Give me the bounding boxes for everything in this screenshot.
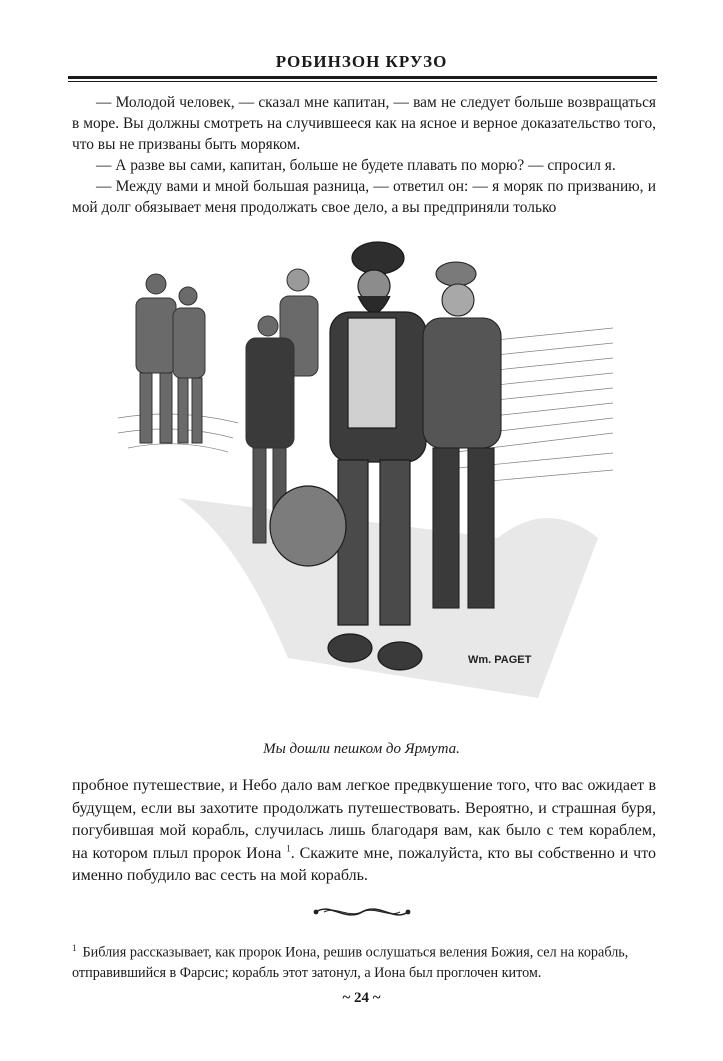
header-rule-thin: [68, 81, 657, 82]
paragraph: [72, 775, 656, 888]
running-head: РОБИНЗОН КРУЗО: [275, 52, 448, 71]
footnote-reference: 1: [286, 843, 291, 854]
ornament-divider: [310, 900, 414, 924]
text-block-top: [72, 92, 656, 218]
paragraph: — Между вами и мной большая разница, — ответил он: — я моряк по призванию, и мой долг обязывает меня продолжать свое дело, а вы предприняли только: [72, 178, 656, 216]
header-rule-thick: [68, 76, 657, 79]
paragraph: — Молодой человек, — сказал мне капитан, — вам не следует больше возвращаться в море. Вы должны смотреть на случившееся как на ясное и верное доказательство того, что вы не призваны быть моряком.: [72, 94, 656, 153]
footnote-marker: 1: [72, 943, 77, 953]
page-number: ~ 24 ~: [342, 990, 381, 1006]
footnote-text: Библия рассказывает, как пророк Иона, решив ослушаться веления Божия, сел на корабль, отправившийся в Фарсис; корабль этот затонул, а Иона был проглочен китом.: [72, 944, 629, 981]
text-run: пробное путешествие, и Небо дало вам легкое предвкушение того, что вас ожидает в будущем, если вы захотите продолжать путешествовать. Вероятно, и страшная буря, погубившая мой корабль, случилась лишь благодаря вам, как было с тем кораблем, на котором плыл пророк Иона: [72, 777, 656, 862]
engraving-illustration: [118, 238, 613, 698]
illustration-caption: Мы дошли пешком до Ярмута.: [263, 741, 460, 757]
text-run: . Скажите мне, пожалуйста, кто вы собственно и что именно побудило вас сесть на мой корабль.: [72, 844, 656, 884]
footnote: [72, 938, 656, 983]
paragraph: — А разве вы сами, капитан, больше не будете плавать по морю? — спросил я.: [96, 157, 616, 174]
text-block-bottom: [72, 775, 656, 888]
artist-signature: Wm. PAGET: [468, 654, 532, 666]
